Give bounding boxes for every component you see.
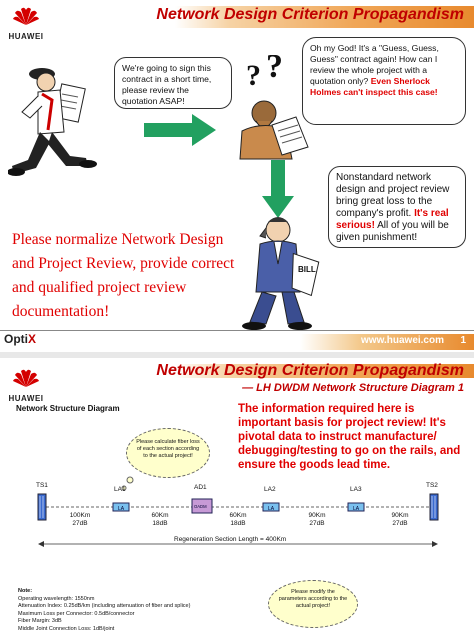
regeneration-label: Regeneration Section Length = 400Km: [174, 536, 287, 543]
right-arrow-icon: [144, 114, 216, 146]
span-3-loss: 18dB: [230, 520, 246, 527]
loss-warning-emphasis: It's real serious!: [336, 208, 449, 231]
modify-params-cloud: [268, 580, 358, 628]
running-boss-illustration: [8, 60, 118, 195]
span-3-label: [218, 512, 258, 528]
node-la1-label: LA1: [114, 486, 126, 493]
la1-box-text: LA: [118, 506, 125, 512]
down-arrow-icon: [262, 160, 294, 218]
slide-title: Network Design Criterion Propagandism: [156, 362, 464, 379]
worried-manager-illustration: [226, 212, 341, 332]
engineer-speech-emphasis: Even Sherlock Holmes can't inspect this case!: [310, 76, 438, 97]
svg-text:?: ?: [246, 59, 261, 92]
huawei-petal-icon: [12, 6, 40, 26]
loss-warning-bubble: [328, 166, 466, 248]
ts1-node: [38, 494, 46, 520]
logo-text: HUAWEI: [8, 32, 44, 41]
note-block: [18, 588, 190, 632]
engineer-speech-bubble: [302, 37, 466, 125]
modify-params-cloud-text: Please modify the parameters according to the actual project!: [278, 589, 348, 609]
huawei-petal-icon: [12, 368, 40, 388]
note-line: Operating wavelength: 1550nm: [18, 595, 95, 602]
span-4-label: [297, 512, 337, 528]
span-3-length: 60Km: [229, 512, 247, 519]
node-ad1-label: AD1: [194, 484, 207, 491]
svg-text:?: ?: [266, 55, 283, 85]
slide-subtitle: — LH DWDM Network Structure Diagram 1: [242, 382, 464, 394]
span-5-label: [380, 512, 420, 528]
span-2-loss: 18dB: [152, 520, 168, 527]
footer-brand-prefix: Opti: [4, 332, 28, 346]
engineer-speech-text: Oh my God! It's a "Guess, Guess, Guess" contract again! How can I review the whole project with a quotation only?: [310, 43, 439, 86]
span-5-length: 90Km: [391, 512, 409, 519]
note-title: Note:: [18, 588, 33, 594]
confused-engineer-illustration: [232, 55, 312, 165]
slide-2: [0, 358, 474, 632]
diagram-title: Network Structure Diagram: [16, 404, 120, 413]
slide-title: Network Design Criterion Propagandism: [156, 6, 464, 23]
node-la3-label: LA3: [350, 486, 362, 493]
page-number: 1: [460, 335, 466, 346]
span-5-loss: 27dB: [392, 520, 408, 527]
node-la2-label: LA2: [264, 486, 276, 493]
fiber-loss-cloud: [126, 428, 210, 478]
span-1-label: [60, 512, 100, 528]
note-line: Middle Joint Connection Loss: 1dB/joint: [18, 625, 115, 632]
note-line: Fiber Margin: 3dB: [18, 618, 62, 624]
node-ts1-label: TS1: [36, 482, 48, 489]
ts2-node: [430, 494, 438, 520]
boss-speech-bubble: [114, 57, 232, 109]
span-2-length: 60Km: [151, 512, 169, 519]
svg-text:BILL: BILL: [298, 265, 316, 274]
span-1-loss: 27dB: [72, 520, 88, 527]
loss-warning-tail: All of you will be given punishment!: [336, 220, 449, 243]
span-4-loss: 27dB: [309, 520, 325, 527]
boss-speech-text: We're going to sign this contract in a short time, please review the quotation ASAP!: [122, 63, 212, 106]
footer-divider: [0, 330, 474, 331]
note-line: Maximum Loss per Connector: 0.5dB/connector: [18, 610, 135, 617]
info-message: The information required here is important basis for project review! It's pivotal data to instruct manufacture/ debugging/testing to go on the rails, and ensure the goods lead time.: [238, 403, 461, 471]
ad1-box-text: OADM: [194, 504, 207, 509]
la2-box-text: LA: [268, 506, 275, 512]
footer-brand: [4, 332, 36, 346]
node-ts2-label: TS2: [426, 482, 438, 489]
footer-brand-suffix: X: [28, 332, 37, 346]
logo-text: HUAWEI: [8, 394, 44, 403]
note-line: Attenuation Index: 0.25dB/km (including attenuation of fiber and splice): [18, 603, 191, 609]
footer-url[interactable]: www.huawei.com: [361, 335, 444, 346]
span-1-length: 100Km: [69, 512, 91, 519]
loss-warning-text: Nonstandard network design and project review bring great loss to the company's profit.: [336, 172, 450, 219]
span-4-length: 90Km: [308, 512, 326, 519]
network-diagram: [0, 478, 474, 538]
huawei-logo: [6, 6, 46, 41]
la3-box-text: LA: [353, 506, 360, 512]
huawei-logo: [6, 368, 46, 403]
fiber-loss-cloud-text: Please calculate fiber loss of each section according to the actual project!: [136, 439, 200, 459]
span-2-label: [140, 512, 180, 528]
main-message: Please normalize Network Design and Project Review, provide correct and qualified project review documentation!: [12, 231, 235, 320]
